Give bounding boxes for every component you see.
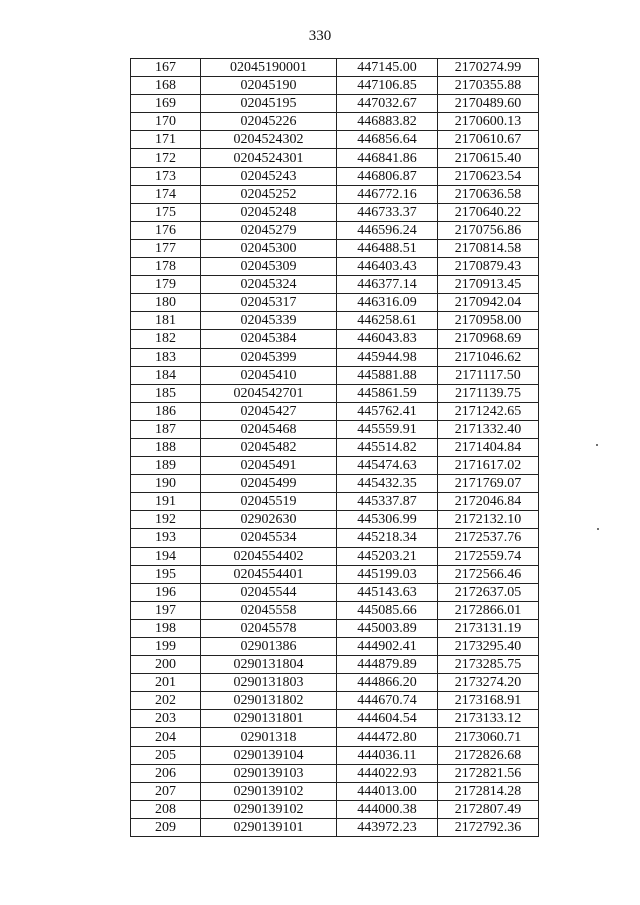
row-number-cell: 207 <box>131 782 201 800</box>
x-coordinate-cell: 445306.99 <box>337 511 438 529</box>
row-number-cell: 201 <box>131 674 201 692</box>
x-coordinate-cell: 445218.34 <box>337 529 438 547</box>
table-row <box>131 565 539 583</box>
x-coordinate-cell: 445143.63 <box>337 583 438 601</box>
row-number-cell: 188 <box>131 438 201 456</box>
point-id-cell: 02902630 <box>201 511 337 529</box>
row-number-cell: 204 <box>131 728 201 746</box>
row-number-cell: 171 <box>131 131 201 149</box>
row-number-cell: 170 <box>131 113 201 131</box>
row-number-cell: 200 <box>131 656 201 674</box>
row-number-cell: 190 <box>131 475 201 493</box>
point-id-cell: 02045317 <box>201 294 337 312</box>
point-id-cell: 02045279 <box>201 221 337 239</box>
table-row <box>131 239 539 257</box>
y-coordinate-cell: 2170489.60 <box>438 95 539 113</box>
x-coordinate-cell: 445762.41 <box>337 402 438 420</box>
point-id-cell: 02045195 <box>201 95 337 113</box>
point-id-cell: 0290139102 <box>201 782 337 800</box>
x-coordinate-cell: 445861.59 <box>337 384 438 402</box>
y-coordinate-cell: 2173133.12 <box>438 710 539 728</box>
y-coordinate-cell: 2170355.88 <box>438 77 539 95</box>
table-row <box>131 457 539 475</box>
x-coordinate-cell: 446883.82 <box>337 113 438 131</box>
table-row <box>131 366 539 384</box>
x-coordinate-cell: 445881.88 <box>337 366 438 384</box>
row-number-cell: 176 <box>131 221 201 239</box>
row-number-cell: 185 <box>131 384 201 402</box>
x-coordinate-cell: 447032.67 <box>337 95 438 113</box>
x-coordinate-cell: 446377.14 <box>337 276 438 294</box>
row-number-cell: 168 <box>131 77 201 95</box>
y-coordinate-cell: 2171617.02 <box>438 457 539 475</box>
point-id-cell: 02045190001 <box>201 59 337 77</box>
x-coordinate-cell: 446258.61 <box>337 312 438 330</box>
row-number-cell: 175 <box>131 203 201 221</box>
x-coordinate-cell: 446806.87 <box>337 167 438 185</box>
row-number-cell: 208 <box>131 800 201 818</box>
x-coordinate-cell: 445944.98 <box>337 348 438 366</box>
row-number-cell: 206 <box>131 764 201 782</box>
x-coordinate-cell: 445432.35 <box>337 475 438 493</box>
x-coordinate-cell: 444902.41 <box>337 638 438 656</box>
y-coordinate-cell: 2172637.05 <box>438 583 539 601</box>
y-coordinate-cell: 2170640.22 <box>438 203 539 221</box>
y-coordinate-cell: 2172132.10 <box>438 511 539 529</box>
y-coordinate-cell: 2170942.04 <box>438 294 539 312</box>
table-row <box>131 511 539 529</box>
page-number: 330 <box>308 28 332 44</box>
row-number-cell: 186 <box>131 402 201 420</box>
point-id-cell: 0290139104 <box>201 746 337 764</box>
table-row <box>131 59 539 77</box>
x-coordinate-cell: 447145.00 <box>337 59 438 77</box>
y-coordinate-cell: 2172559.74 <box>438 547 539 565</box>
y-coordinate-cell: 2173131.19 <box>438 619 539 637</box>
row-number-cell: 192 <box>131 511 201 529</box>
point-id-cell: 02045339 <box>201 312 337 330</box>
x-coordinate-cell: 445514.82 <box>337 438 438 456</box>
x-coordinate-cell: 445085.66 <box>337 601 438 619</box>
point-id-cell: 02045578 <box>201 619 337 637</box>
row-number-cell: 179 <box>131 276 201 294</box>
point-id-cell: 0290131801 <box>201 710 337 728</box>
x-coordinate-cell: 446772.16 <box>337 185 438 203</box>
point-id-cell: 0290131802 <box>201 692 337 710</box>
coordinates-table <box>130 58 539 837</box>
point-id-cell: 02045491 <box>201 457 337 475</box>
y-coordinate-cell: 2172826.68 <box>438 746 539 764</box>
y-coordinate-cell: 2170814.58 <box>438 239 539 257</box>
point-id-cell: 0290131803 <box>201 674 337 692</box>
point-id-cell: 02045519 <box>201 493 337 511</box>
table-row <box>131 203 539 221</box>
y-coordinate-cell: 2170636.58 <box>438 185 539 203</box>
table-row <box>131 294 539 312</box>
y-coordinate-cell: 2170610.67 <box>438 131 539 149</box>
y-coordinate-cell: 2171769.07 <box>438 475 539 493</box>
row-number-cell: 196 <box>131 583 201 601</box>
row-number-cell: 174 <box>131 185 201 203</box>
row-number-cell: 195 <box>131 565 201 583</box>
row-number-cell: 189 <box>131 457 201 475</box>
row-number-cell: 194 <box>131 547 201 565</box>
x-coordinate-cell: 446403.43 <box>337 258 438 276</box>
point-id-cell: 0290139101 <box>201 818 337 836</box>
table-row <box>131 710 539 728</box>
table-row <box>131 764 539 782</box>
x-coordinate-cell: 447106.85 <box>337 77 438 95</box>
x-coordinate-cell: 444013.00 <box>337 782 438 800</box>
point-id-cell: 02045309 <box>201 258 337 276</box>
x-coordinate-cell: 445199.03 <box>337 565 438 583</box>
table-row <box>131 420 539 438</box>
x-coordinate-cell: 444604.54 <box>337 710 438 728</box>
table-row <box>131 800 539 818</box>
point-id-cell: 02045427 <box>201 402 337 420</box>
row-number-cell: 167 <box>131 59 201 77</box>
row-number-cell: 169 <box>131 95 201 113</box>
row-number-cell: 199 <box>131 638 201 656</box>
y-coordinate-cell: 2173295.40 <box>438 638 539 656</box>
table-row <box>131 782 539 800</box>
y-coordinate-cell: 2171046.62 <box>438 348 539 366</box>
table-row <box>131 402 539 420</box>
row-number-cell: 182 <box>131 330 201 348</box>
table-row <box>131 131 539 149</box>
y-coordinate-cell: 2171404.84 <box>438 438 539 456</box>
x-coordinate-cell: 444879.89 <box>337 656 438 674</box>
row-number-cell: 203 <box>131 710 201 728</box>
table-row <box>131 312 539 330</box>
y-coordinate-cell: 2171332.40 <box>438 420 539 438</box>
x-coordinate-cell: 445203.21 <box>337 547 438 565</box>
y-coordinate-cell: 2173285.75 <box>438 656 539 674</box>
point-id-cell: 02045243 <box>201 167 337 185</box>
table-row <box>131 438 539 456</box>
point-id-cell: 02045300 <box>201 239 337 257</box>
row-number-cell: 178 <box>131 258 201 276</box>
point-id-cell: 0290139102 <box>201 800 337 818</box>
y-coordinate-cell: 2170274.99 <box>438 59 539 77</box>
point-id-cell: 02045499 <box>201 475 337 493</box>
x-coordinate-cell: 446856.64 <box>337 131 438 149</box>
row-number-cell: 181 <box>131 312 201 330</box>
row-number-cell: 184 <box>131 366 201 384</box>
table-row <box>131 77 539 95</box>
table-body <box>131 59 539 837</box>
x-coordinate-cell: 444036.11 <box>337 746 438 764</box>
row-number-cell: 205 <box>131 746 201 764</box>
x-coordinate-cell: 445337.87 <box>337 493 438 511</box>
point-id-cell: 02045248 <box>201 203 337 221</box>
table-row <box>131 728 539 746</box>
table-row <box>131 619 539 637</box>
point-id-cell: 02045384 <box>201 330 337 348</box>
y-coordinate-cell: 2170958.00 <box>438 312 539 330</box>
x-coordinate-cell: 445559.91 <box>337 420 438 438</box>
table-row <box>131 493 539 511</box>
x-coordinate-cell: 446043.83 <box>337 330 438 348</box>
point-id-cell: 02045324 <box>201 276 337 294</box>
table-row <box>131 475 539 493</box>
table-row <box>131 167 539 185</box>
x-coordinate-cell: 446316.09 <box>337 294 438 312</box>
table-row <box>131 818 539 836</box>
x-coordinate-cell: 445003.89 <box>337 619 438 637</box>
y-coordinate-cell: 2173060.71 <box>438 728 539 746</box>
table-row <box>131 656 539 674</box>
y-coordinate-cell: 2173274.20 <box>438 674 539 692</box>
x-coordinate-cell: 444866.20 <box>337 674 438 692</box>
point-id-cell: 0204542701 <box>201 384 337 402</box>
point-id-cell: 02045410 <box>201 366 337 384</box>
table-row <box>131 601 539 619</box>
point-id-cell: 0204554402 <box>201 547 337 565</box>
table-row <box>131 529 539 547</box>
y-coordinate-cell: 2171242.65 <box>438 402 539 420</box>
x-coordinate-cell: 444472.80 <box>337 728 438 746</box>
point-id-cell: 02045558 <box>201 601 337 619</box>
point-id-cell: 0290139103 <box>201 764 337 782</box>
table-row <box>131 113 539 131</box>
y-coordinate-cell: 2172866.01 <box>438 601 539 619</box>
point-id-cell: 02045544 <box>201 583 337 601</box>
table-row <box>131 692 539 710</box>
table-row <box>131 258 539 276</box>
y-coordinate-cell: 2170879.43 <box>438 258 539 276</box>
table-row <box>131 746 539 764</box>
table-row <box>131 330 539 348</box>
table-row <box>131 276 539 294</box>
table-row <box>131 185 539 203</box>
point-id-cell: 02901386 <box>201 638 337 656</box>
row-number-cell: 173 <box>131 167 201 185</box>
y-coordinate-cell: 2170615.40 <box>438 149 539 167</box>
table-row <box>131 149 539 167</box>
row-number-cell: 191 <box>131 493 201 511</box>
row-number-cell: 197 <box>131 601 201 619</box>
point-id-cell: 0290131804 <box>201 656 337 674</box>
row-number-cell: 183 <box>131 348 201 366</box>
table-row <box>131 348 539 366</box>
y-coordinate-cell: 2171139.75 <box>438 384 539 402</box>
x-coordinate-cell: 446733.37 <box>337 203 438 221</box>
y-coordinate-cell: 2170756.86 <box>438 221 539 239</box>
row-number-cell: 177 <box>131 239 201 257</box>
x-coordinate-cell: 443972.23 <box>337 818 438 836</box>
table-row <box>131 384 539 402</box>
row-number-cell: 172 <box>131 149 201 167</box>
table-row <box>131 95 539 113</box>
row-number-cell: 187 <box>131 420 201 438</box>
y-coordinate-cell: 2172537.76 <box>438 529 539 547</box>
y-coordinate-cell: 2170623.54 <box>438 167 539 185</box>
point-id-cell: 02045226 <box>201 113 337 131</box>
x-coordinate-cell: 445474.63 <box>337 457 438 475</box>
point-id-cell: 02045252 <box>201 185 337 203</box>
row-number-cell: 198 <box>131 619 201 637</box>
point-id-cell: 02045482 <box>201 438 337 456</box>
table-row <box>131 547 539 565</box>
y-coordinate-cell: 2172792.36 <box>438 818 539 836</box>
scan-speck <box>596 444 598 446</box>
x-coordinate-cell: 446488.51 <box>337 239 438 257</box>
y-coordinate-cell: 2172046.84 <box>438 493 539 511</box>
y-coordinate-cell: 2172821.56 <box>438 764 539 782</box>
y-coordinate-cell: 2170968.69 <box>438 330 539 348</box>
point-id-cell: 02045190 <box>201 77 337 95</box>
y-coordinate-cell: 2172807.49 <box>438 800 539 818</box>
row-number-cell: 180 <box>131 294 201 312</box>
y-coordinate-cell: 2172814.28 <box>438 782 539 800</box>
y-coordinate-cell: 2172566.46 <box>438 565 539 583</box>
x-coordinate-cell: 444022.93 <box>337 764 438 782</box>
row-number-cell: 202 <box>131 692 201 710</box>
table-row <box>131 583 539 601</box>
point-id-cell: 0204524301 <box>201 149 337 167</box>
x-coordinate-cell: 446596.24 <box>337 221 438 239</box>
table-row <box>131 674 539 692</box>
y-coordinate-cell: 2171117.50 <box>438 366 539 384</box>
point-id-cell: 0204554401 <box>201 565 337 583</box>
scan-speck <box>597 528 599 530</box>
y-coordinate-cell: 2173168.91 <box>438 692 539 710</box>
table-row <box>131 638 539 656</box>
x-coordinate-cell: 444670.74 <box>337 692 438 710</box>
y-coordinate-cell: 2170600.13 <box>438 113 539 131</box>
point-id-cell: 02045534 <box>201 529 337 547</box>
y-coordinate-cell: 2170913.45 <box>438 276 539 294</box>
row-number-cell: 193 <box>131 529 201 547</box>
x-coordinate-cell: 444000.38 <box>337 800 438 818</box>
x-coordinate-cell: 446841.86 <box>337 149 438 167</box>
point-id-cell: 02901318 <box>201 728 337 746</box>
point-id-cell: 02045468 <box>201 420 337 438</box>
point-id-cell: 0204524302 <box>201 131 337 149</box>
table-row <box>131 221 539 239</box>
row-number-cell: 209 <box>131 818 201 836</box>
point-id-cell: 02045399 <box>201 348 337 366</box>
